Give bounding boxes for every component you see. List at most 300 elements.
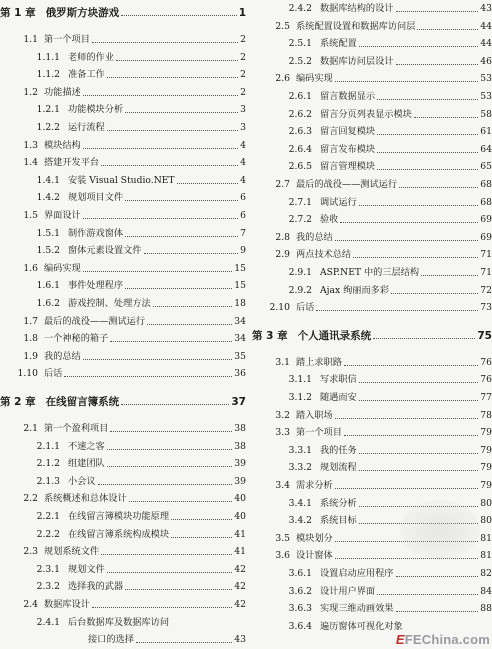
toc-leader-dots [399, 187, 478, 188]
toc-number: 2.1.1 [36, 440, 60, 452]
toc-title: 验收 [320, 214, 339, 226]
toc-leader-dots [121, 404, 229, 405]
toc-entry[interactable] [0, 333, 246, 345]
toc-leader-dots [107, 572, 233, 573]
toc-chapter-entry[interactable] [0, 395, 246, 409]
toc-page-number: 2 [240, 69, 246, 81]
toc-entry[interactable] [0, 157, 246, 169]
toc-title: 模块结构 [44, 139, 81, 151]
toc-title: ASP.NET 中的三层结构 [320, 267, 420, 278]
toc-leader-dots [344, 365, 478, 366]
toc-title: 事件处理程序 [68, 280, 124, 292]
toc-page-number: 9 [240, 245, 246, 257]
toc-number: 3.1.1 [288, 374, 312, 386]
toc-title: 实现三维动画效果 [320, 603, 394, 615]
toc-entry[interactable] [0, 192, 246, 204]
toc-title: 在线留言簿系统构成模块 [68, 528, 170, 540]
toc-page-number: 76 [480, 356, 492, 368]
toc-leader-dots [396, 11, 479, 12]
toc-page-number: 2 [240, 34, 246, 45]
toc-entry[interactable] [0, 476, 246, 488]
toc-title: 遍历窗体可视化对象 [320, 620, 403, 632]
toc-page-number: 58 [480, 108, 492, 120]
toc-title: 踏上求职路 [296, 356, 342, 368]
toc-number: 2.6.3 [288, 126, 312, 138]
toc-page-number: 4 [240, 157, 246, 169]
toc-entry[interactable] [0, 298, 246, 310]
toc-leader-dots [353, 257, 478, 258]
toc-entry[interactable] [252, 3, 492, 15]
toc-number: 3.2 [275, 409, 290, 421]
toc-entry[interactable] [0, 210, 246, 222]
toc-title: 设计窗体 [296, 550, 333, 562]
toc-page-number: 79 [480, 480, 492, 491]
toc-entry[interactable] [252, 214, 492, 226]
toc-leader-dots [335, 558, 479, 559]
toc-number: 2.6.5 [288, 161, 312, 173]
toc-leader-dots [92, 42, 238, 43]
toc-leader-dots [359, 453, 479, 454]
toc-leader-dots [396, 576, 479, 577]
toc-title: 后话 [296, 302, 315, 314]
toc-entry[interactable] [0, 599, 246, 611]
toc-page-number: 46 [480, 55, 492, 67]
toc-page-number: 81 [480, 532, 492, 544]
toc-number: 第 2 章 [0, 396, 36, 408]
toc-page-number: 61 [480, 126, 492, 138]
toc-number: 2.7.2 [288, 214, 312, 226]
toc-page-number: 79 [480, 427, 492, 439]
toc-entry[interactable] [252, 462, 492, 474]
toc-number: 2.8 [275, 231, 290, 243]
toc-number: 1.4 [23, 157, 38, 169]
toc-number: 2.1.3 [36, 475, 60, 487]
toc-entry[interactable] [0, 87, 246, 99]
toc-page-number: 3 [240, 122, 246, 133]
toc-title: 系统目标 [320, 515, 357, 527]
toc-entry[interactable] [252, 603, 492, 615]
toc-title: 在线留言簿系统 [45, 396, 120, 408]
toc-title: 模块划分 [296, 532, 333, 544]
toc-number: 3.5 [275, 532, 290, 544]
toc-title: 后台数据库及数据库访问 [68, 616, 170, 628]
toc-entry[interactable] [0, 69, 246, 81]
toc-number: 3.4.2 [288, 515, 312, 527]
toc-page-number: 79 [480, 444, 492, 456]
toc-leader-dots [335, 81, 479, 82]
toc-entry[interactable] [0, 493, 246, 505]
toc-page-number: 38 [234, 423, 246, 434]
toc-title: 我的任务 [320, 444, 357, 456]
toc-number: 2.6.2 [288, 108, 312, 120]
toc-entry[interactable] [0, 122, 246, 134]
toc-number: 2.5 [275, 20, 290, 32]
watermark-prefix: E [395, 632, 405, 647]
toc-entry[interactable] [252, 161, 492, 173]
toc-title: 安装 Visual Studio.NET [68, 174, 175, 186]
toc-number: 2.3.2 [36, 581, 60, 593]
toc-page-number: 79 [480, 462, 492, 474]
toc-leader-dots [414, 117, 478, 118]
toc-entry[interactable] [252, 480, 492, 492]
toc-title: 留言管理模块 [320, 161, 376, 173]
toc-leader-dots [177, 183, 239, 184]
toc-number: 1.10 [17, 368, 38, 380]
toc-leader-dots [125, 200, 238, 201]
toc-page-number: 34 [234, 315, 246, 327]
toc-title: 不速之客 [68, 440, 105, 452]
toc-title: 随遇而安 [320, 392, 357, 403]
toc-entry[interactable] [0, 511, 246, 523]
toc-number: 1.5.2 [36, 245, 60, 257]
toc-leader-dots [125, 112, 238, 113]
toc-entry[interactable] [0, 546, 246, 558]
toc-title: 第一个盈利项目 [44, 423, 109, 434]
toc-number: 1.2.1 [36, 104, 60, 116]
toc-page-number: 71 [480, 267, 492, 278]
toc-leader-dots [417, 29, 478, 30]
toc-entry[interactable] [0, 634, 246, 646]
toc-page-number: 84 [480, 585, 492, 597]
toc-entry[interactable] [252, 357, 492, 369]
toc-entry[interactable] [252, 73, 492, 85]
toc-entry[interactable] [252, 392, 492, 404]
toc-title: 编码实现 [44, 262, 81, 274]
toc-page-number: 41 [234, 528, 246, 540]
toc-number: 2.6 [275, 73, 290, 85]
toc-leader-dots [110, 341, 232, 342]
toc-leader-dots [101, 554, 232, 555]
toc-leader-dots [316, 310, 478, 311]
toc-page-number: 39 [234, 458, 246, 470]
toc-title: 留言发布模块 [320, 143, 376, 155]
toc-page-number: 68 [480, 196, 492, 208]
toc-title: 第一个项目 [44, 34, 90, 45]
toc-leader-dots [377, 152, 478, 153]
toc-title: 功能描述 [44, 86, 81, 98]
toc-page-number: 82 [480, 568, 492, 579]
toc-title: 数据库访问层设计 [320, 55, 394, 67]
toc-leader-dots [121, 15, 237, 16]
toc-leader-dots [83, 218, 238, 219]
toc-number: 1.3 [23, 139, 38, 151]
toc-title: 系统配置设置和数据库访问层 [296, 20, 416, 32]
toc-entry[interactable] [252, 21, 492, 33]
toc-title: 制作游戏窗体 [68, 227, 124, 239]
toc-title: 运行流程 [68, 122, 105, 133]
toc-title: 规划文件 [68, 563, 105, 575]
toc-page-number: 81 [480, 550, 492, 562]
toc-page-number: 72 [480, 284, 492, 296]
toc-page-number: 44 [480, 38, 492, 50]
toc-page-number: 4 [240, 174, 246, 186]
toc-entry[interactable] [252, 267, 492, 279]
toc-number: 1.8 [23, 333, 38, 345]
toc-number: 2.6.4 [288, 143, 312, 155]
toc-title: 写求职信 [320, 374, 357, 386]
toc-page-number: 15 [234, 262, 246, 274]
toc-title: 踏入职场 [296, 409, 333, 421]
toc-title: 接口的选择 [88, 634, 134, 646]
toc-number: 第 1 章 [0, 7, 36, 19]
toc-title: 准备工作 [68, 69, 105, 81]
toc-number: 3.3.2 [288, 462, 312, 474]
toc-number: 2.1 [23, 423, 38, 434]
toc-entry[interactable] [0, 175, 246, 187]
toc-page-number: 53 [480, 73, 492, 85]
toc-number: 第 3 章 [252, 329, 288, 342]
toc-title: Ajax 绚丽而多彩 [320, 284, 390, 296]
toc-leader-dots [125, 589, 232, 590]
toc-entry[interactable] [0, 104, 246, 116]
toc-leader-dots [359, 470, 479, 471]
toc-title: 后话 [44, 368, 63, 380]
toc-entry[interactable] [252, 249, 492, 261]
toc-leader-dots [83, 359, 233, 360]
toc-page-number: 88 [480, 603, 492, 615]
toc-entry[interactable] [252, 427, 492, 439]
toc-number: 2.2 [23, 493, 38, 505]
site-watermark [396, 632, 490, 647]
toc-leader-dots [373, 338, 475, 339]
toc-number: 1.6 [23, 262, 38, 274]
toc-entry[interactable] [252, 374, 492, 386]
toc-entry[interactable] [0, 368, 246, 380]
toc-page-number: 71 [480, 249, 492, 261]
toc-leader-dots [335, 488, 479, 489]
toc-page-number: 76 [480, 374, 492, 386]
toc-entry[interactable] [0, 52, 246, 64]
toc-leader-dots [171, 537, 232, 538]
toc-number: 2.6.1 [288, 91, 312, 102]
toc-page-number: 80 [480, 515, 492, 527]
toc-leader-dots [377, 594, 478, 595]
toc-number: 2.4 [23, 599, 38, 610]
toc-entry[interactable] [252, 144, 492, 156]
toc-number: 2.9 [275, 249, 290, 261]
toc-number: 1.7 [23, 315, 38, 327]
toc-number: 3.4.1 [288, 497, 312, 509]
toc-leader-dots [340, 222, 478, 223]
toc-entry[interactable] [0, 564, 246, 576]
toc-leader-dots [101, 165, 238, 166]
toc-entry[interactable] [0, 228, 246, 240]
toc-title: 最后的战役——测试运行 [44, 315, 146, 327]
toc-leader-dots [98, 484, 233, 485]
toc-title: 个人通讯录系统 [297, 329, 372, 342]
toc-leader-dots [107, 77, 238, 78]
toc-entry[interactable] [0, 34, 246, 46]
toc-entry[interactable] [252, 445, 492, 457]
toc-page-number: 80 [480, 497, 492, 509]
toc-entry[interactable] [252, 179, 492, 191]
toc-leader-dots [147, 324, 232, 325]
toc-title: 系统分析 [320, 497, 357, 509]
toc-title: 规划流程 [320, 462, 357, 474]
toc-page-number: 40 [234, 511, 246, 522]
toc-entry[interactable] [0, 263, 246, 275]
toc-page-number: 42 [234, 599, 246, 610]
toc-title: 留言数据显示 [320, 91, 376, 102]
toc-title: 我的总结 [296, 231, 333, 243]
toc-number: 2.3.1 [36, 563, 60, 575]
toc-title: 组建团队 [68, 458, 105, 470]
toc-number: 3.6.1 [288, 568, 312, 579]
toc-title: 一个神秘的箱子 [44, 333, 109, 345]
toc-number: 2.4.1 [36, 616, 60, 628]
toc-page-number: 7 [240, 227, 246, 239]
toc-number: 1.6.2 [36, 298, 60, 309]
toc-title: 搭建开发平台 [44, 157, 100, 169]
toc-number: 3.6.2 [288, 585, 312, 597]
toc-entry[interactable] [252, 197, 492, 209]
toc-number: 2.1.2 [36, 458, 60, 470]
toc-number: 1.4.2 [36, 192, 60, 204]
toc-entry[interactable] [252, 38, 492, 50]
toc-title: 小会议 [68, 475, 96, 487]
toc-leader-dots [83, 148, 238, 149]
toc-title: 留言分页列表显示模块 [320, 108, 412, 120]
toc-page-number: 69 [480, 231, 492, 243]
toc-entry[interactable] [252, 410, 492, 422]
toc-leader-dots [64, 376, 232, 377]
toc-leader-dots [377, 99, 478, 100]
faded-stamp [400, 500, 480, 560]
toc-page-number: 6 [240, 192, 246, 204]
toc-page-number: 35 [234, 350, 246, 362]
toc-page-number: 34 [234, 333, 246, 345]
toc-page-number: 36 [234, 368, 246, 380]
toc-chapter-entry[interactable] [252, 329, 492, 343]
toc-entry[interactable] [0, 529, 246, 541]
toc-entry[interactable] [252, 56, 492, 68]
toc-title: 系统配置 [320, 38, 357, 50]
toc-entry[interactable] [0, 140, 246, 152]
toc-number: 3.1 [275, 356, 290, 368]
toc-entry[interactable] [252, 586, 492, 598]
toc-entry[interactable] [0, 316, 246, 328]
toc-leader-dots [344, 435, 478, 436]
toc-title: 两点技术总结 [296, 249, 352, 261]
toc-entry[interactable] [252, 568, 492, 580]
toc-page-number: 68 [480, 179, 492, 190]
toc-page-number: 3 [240, 104, 246, 116]
toc-title: 选择我的武器 [68, 581, 124, 593]
toc-page-number: 41 [234, 546, 246, 558]
toc-entry[interactable] [252, 126, 492, 138]
toc-entry[interactable] [0, 458, 246, 470]
toc-leader-dots [377, 169, 478, 170]
toc-chapter-entry[interactable] [0, 6, 246, 20]
toc-number: 2.5.1 [288, 38, 312, 50]
toc-number: 3.6.4 [288, 620, 312, 632]
toc-page-number: 77 [480, 392, 492, 403]
toc-entry[interactable] [0, 441, 246, 453]
toc-page-number: 75 [477, 329, 492, 342]
toc-title: 界面设计 [44, 210, 81, 221]
toc-entry[interactable] [252, 91, 492, 103]
toc-page-number: 18 [234, 298, 246, 309]
toc-page-number: 37 [231, 396, 246, 408]
toc-page-number: 38 [234, 440, 246, 452]
toc-number: 1.1.2 [36, 69, 60, 81]
toc-entry[interactable] [0, 245, 246, 257]
toc-leader-dots [83, 95, 238, 96]
toc-leader-dots [335, 418, 479, 419]
toc-entry[interactable] [0, 581, 246, 593]
toc-leader-dots [83, 271, 233, 272]
toc-leader-dots [359, 205, 479, 206]
toc-number: 1.6.1 [36, 280, 60, 292]
toc-entry[interactable] [0, 617, 246, 629]
toc-leader-dots [107, 130, 238, 131]
toc-number: 2.10 [269, 302, 290, 314]
toc-page-number: 44 [480, 20, 492, 32]
toc-title: 最后的战役——测试运行 [296, 179, 398, 190]
toc-page-number: 42 [234, 563, 246, 575]
toc-leader-dots [396, 64, 479, 65]
toc-leader-dots [125, 236, 238, 237]
toc-title: 老师的作业 [68, 51, 114, 63]
toc-title: 我的总结 [44, 350, 81, 362]
toc-number: 2.7.1 [288, 196, 312, 208]
toc-title: 功能模块分析 [68, 104, 124, 116]
toc-leader-dots [110, 431, 232, 432]
toc-page-number: 64 [480, 143, 492, 155]
toc-entry[interactable] [252, 621, 492, 633]
toc-entry[interactable] [252, 285, 492, 297]
toc-title: 数据库设计 [44, 599, 90, 610]
toc-entry[interactable] [0, 280, 246, 292]
toc-entry[interactable] [252, 232, 492, 244]
toc-title: 规划项目文件 [68, 192, 124, 204]
toc-leader-dots [377, 134, 478, 135]
toc-title: 编码实现 [296, 73, 333, 85]
toc-title: 系统概述和总体设计 [44, 493, 127, 505]
toc-title: 设置启动应用程序 [320, 568, 394, 579]
toc-leader-dots [116, 60, 238, 61]
toc-leader-dots [136, 642, 232, 643]
toc-number: 2.2.2 [36, 528, 60, 540]
toc-number: 1.1.1 [36, 51, 60, 63]
toc-title: 游戏控制、处理方法 [68, 298, 151, 309]
toc-page-number: 40 [234, 493, 246, 505]
toc-title: 需求分析 [296, 480, 333, 491]
toc-title: 数据库结构的设计 [320, 3, 394, 14]
toc-entry[interactable] [0, 351, 246, 363]
toc-leader-dots [129, 501, 233, 502]
toc-leader-dots [391, 293, 478, 294]
toc-page-number: 4 [240, 139, 246, 151]
toc-number: 2.2.1 [36, 511, 60, 522]
toc-title: 留言回复模块 [320, 126, 376, 138]
toc-leader-dots [107, 449, 233, 450]
toc-number: 3.4 [275, 480, 290, 491]
toc-leader-dots [171, 519, 232, 520]
toc-leader-dots [92, 607, 232, 608]
toc-entry[interactable] [252, 302, 492, 314]
toc-page-number: 2 [240, 86, 246, 98]
toc-number: 1.2 [23, 86, 38, 98]
toc-leader-dots [335, 240, 479, 241]
toc-number: 3.3 [275, 427, 290, 439]
toc-page-number: 1 [238, 7, 246, 19]
toc-entry[interactable] [0, 423, 246, 435]
toc-number: 3.1.2 [288, 392, 312, 403]
toc-number: 2.4.2 [288, 3, 312, 14]
toc-number: 1.9 [23, 350, 38, 362]
toc-entry[interactable] [252, 109, 492, 121]
